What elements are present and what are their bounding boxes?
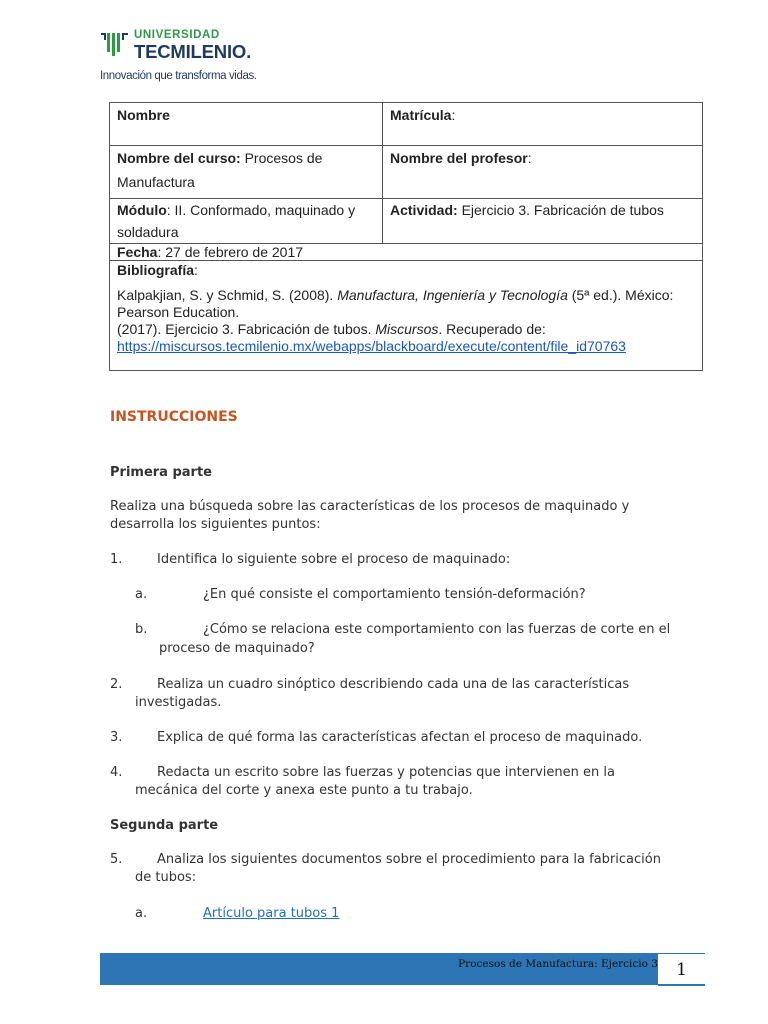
item1b-letter: b. — [135, 622, 148, 637]
item2-number: 2. — [110, 677, 123, 692]
page-number: 1 — [658, 953, 705, 986]
modulo-label: Módulo — [117, 202, 167, 218]
item3-number: 3. — [110, 730, 123, 745]
bibliografia-cell — [110, 261, 703, 371]
actividad-cell — [383, 199, 703, 244]
modulo-value: : II. Conformado, maquinado y soldadura — [117, 202, 356, 240]
profesor-colon: : — [527, 150, 532, 166]
intro-line-2: desarrolla los siguientes puntos: — [110, 517, 321, 532]
modulo-cell — [110, 199, 383, 244]
curso-value: Procesos de Manufactura — [117, 150, 323, 190]
bibliografia-colon: : — [194, 262, 198, 278]
profesor-label: Nombre del profesor — [390, 150, 528, 166]
item1b-line-1: ¿Cómo se relaciona este comportamiento con las fuerzas de corte en el — [203, 622, 671, 637]
item1a-text: ¿En qué consiste el comportamiento tensión-deformación? — [203, 587, 586, 602]
bibliography-url-link[interactable]: https://miscursos.tecmilenio.mx/webapps/blackboard/execute/content/file_id70763 — [117, 338, 626, 354]
actividad-value: Ejercicio 3. Fabricación de tubos — [457, 202, 664, 218]
item1a-letter: a. — [135, 587, 148, 602]
bibliography-entry-1 — [117, 287, 695, 321]
item5-number: 5. — [110, 852, 123, 867]
curso-label: Nombre del curso: — [117, 150, 241, 166]
articulo-tubos-1-link[interactable]: Artículo para tubos 1 — [203, 906, 340, 921]
tecmilenio-logo-icon — [100, 30, 130, 60]
university-logo — [100, 28, 300, 88]
bib1-publisher: (5ª ed.). México: Pearson Education. — [117, 287, 674, 320]
bib2-retrieved: . Recuperado de: — [438, 321, 546, 337]
matricula-label: Matrícula — [390, 107, 452, 123]
item4-number: 4. — [110, 765, 123, 780]
logo-university-text: UNIVERSIDAD — [134, 29, 220, 41]
bibliografia-label: Bibliografía — [117, 262, 195, 278]
part1-title: Primera parte — [110, 465, 212, 480]
footer-course-text: Procesos de Manufactura: Ejercicio 3 — [458, 958, 658, 970]
item4-line-2: mecánica del corte y anexa este punto a tu trabajo. — [135, 783, 473, 798]
item1-number: 1. — [110, 552, 123, 567]
nombre-cell[interactable] — [110, 103, 383, 146]
logo-tecmilenio-text: TECMILENIO. — [134, 41, 252, 62]
bib1-authors: Kalpakjian, S. y Schmid, S. (2008). — [117, 287, 338, 303]
fecha-value: : 27 de febrero de 2017 — [157, 244, 304, 260]
footer-bar — [100, 953, 658, 985]
item2-line-2: investigadas. — [135, 695, 222, 710]
matricula-cell[interactable] — [383, 103, 703, 146]
item5-line-2: de tubos: — [135, 870, 197, 885]
bibliography-entry-2 — [117, 321, 695, 338]
bib2-source: (2017). Ejercicio 3. Fabricación de tubos. — [117, 321, 376, 337]
bib1-title: Manufactura, Ingeniería y Tecnología — [337, 287, 568, 303]
profesor-cell[interactable] — [383, 146, 703, 199]
intro-line-1: Realiza una búsqueda sobre las características de los procesos de maquinado y — [110, 499, 630, 514]
item3-text: Explica de qué forma las características afectan el proceso de maquinado. — [157, 730, 643, 745]
bibliografia-heading — [117, 262, 695, 279]
student-info-table — [109, 102, 703, 371]
nombre-label: Nombre — [117, 107, 170, 123]
item5a-letter: a. — [135, 906, 148, 921]
item2-line-1: Realiza un cuadro sinóptico describiendo cada una de las características — [157, 677, 630, 692]
matricula-colon: : — [451, 107, 456, 123]
instructions-heading: INSTRUCCIONES — [110, 409, 238, 425]
item4-line-1: Redacta un escrito sobre las fuerzas y potencias que intervienen en la — [157, 765, 615, 780]
logo-tagline: Innovación que transforma vidas. — [100, 70, 257, 82]
curso-cell — [110, 146, 383, 199]
bib2-title: Miscursos — [375, 321, 439, 337]
actividad-label: Actividad: — [390, 202, 458, 218]
item1-text: Identifica lo siguiente sobre el proceso de maquinado: — [157, 552, 511, 567]
fecha-label: Fecha — [117, 244, 158, 260]
fecha-cell — [110, 244, 703, 261]
part2-title: Segunda parte — [110, 818, 219, 833]
item5-line-1: Analiza los siguientes documentos sobre el procedimiento para la fabricación — [157, 852, 661, 867]
item1b-line-2: proceso de maquinado? — [159, 641, 315, 656]
